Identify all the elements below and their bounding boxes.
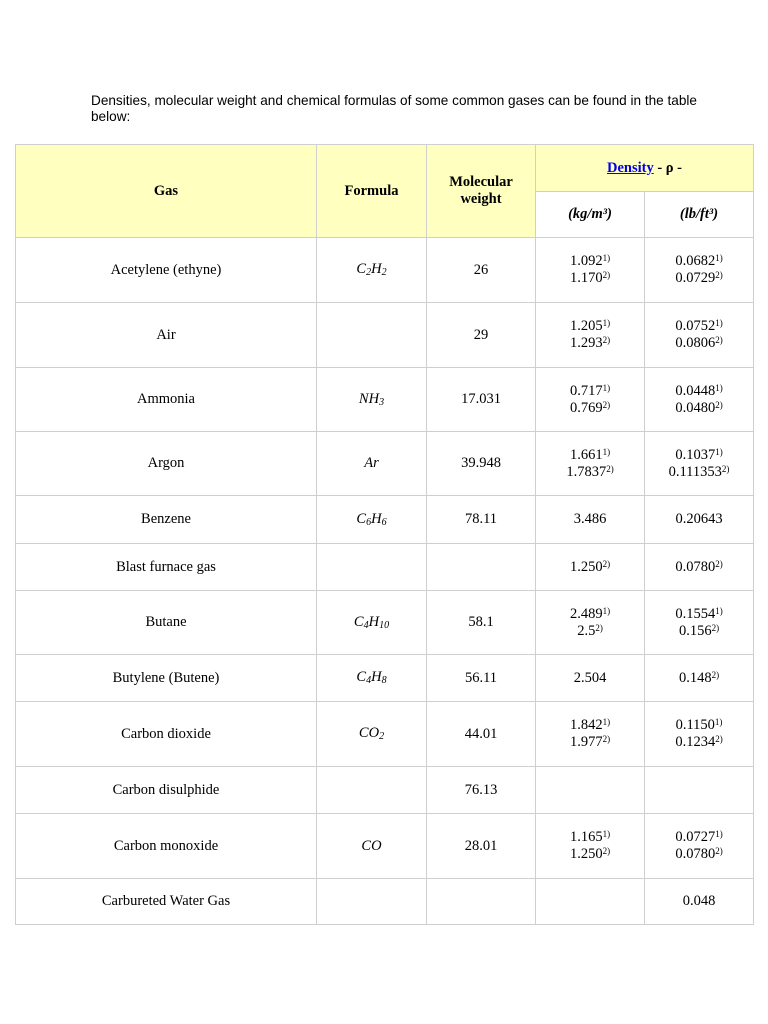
molecular-weight-cell: 26 bbox=[427, 238, 536, 303]
footnote-marker: 1) bbox=[715, 446, 723, 457]
density-kg-cell bbox=[536, 496, 645, 544]
density-value-line bbox=[536, 318, 644, 335]
footnote-marker: 1) bbox=[602, 253, 611, 263]
density-value-line bbox=[645, 511, 753, 528]
density-value-line bbox=[645, 253, 753, 270]
molecular-weight-cell: 28.01 bbox=[427, 814, 536, 879]
formula-cell bbox=[317, 879, 427, 925]
formula-subscript: 8 bbox=[381, 675, 387, 686]
density-value: 1.7837 bbox=[566, 463, 607, 480]
footnote-marker: 2) bbox=[602, 846, 611, 856]
formula-subscript: 6 bbox=[366, 516, 372, 528]
density-value: 0.0729 bbox=[675, 270, 716, 286]
density-lb-cell bbox=[645, 544, 754, 591]
density-value: 1.250 bbox=[569, 846, 603, 862]
density-lb-cell bbox=[645, 368, 754, 432]
table-row bbox=[16, 544, 754, 591]
molecular-weight-cell: 78.11 bbox=[427, 496, 536, 544]
footnote-marker: 1) bbox=[602, 446, 611, 457]
density-value: 0.156 bbox=[678, 622, 712, 639]
molecular-weight-cell bbox=[427, 879, 536, 925]
density-value: 0.1554 bbox=[675, 605, 716, 622]
header-molecular-weight-label: Molecular weight bbox=[449, 174, 513, 207]
density-lb-cell bbox=[645, 496, 754, 544]
density-value: 1.165 bbox=[569, 829, 603, 845]
density-value-line bbox=[645, 318, 753, 335]
formula-subscript: 4 bbox=[363, 619, 369, 631]
density-value: 0.20643 bbox=[675, 511, 723, 527]
footnote-marker: 2) bbox=[602, 335, 611, 345]
density-value-line bbox=[645, 400, 753, 417]
header-formula: Formula bbox=[317, 145, 427, 238]
density-kg-cell bbox=[536, 879, 645, 925]
footnote-marker: 2) bbox=[602, 270, 611, 280]
density-value-line bbox=[645, 464, 753, 481]
density-value-line bbox=[645, 383, 753, 400]
density-value: 1.205 bbox=[569, 318, 603, 334]
gas-name-cell: Carbon dioxide bbox=[16, 702, 317, 767]
footnote-marker: 1) bbox=[715, 253, 723, 263]
table-row bbox=[16, 767, 754, 814]
density-kg-cell bbox=[536, 814, 645, 879]
density-value-line bbox=[536, 464, 644, 481]
footnote-marker: 2) bbox=[602, 399, 611, 410]
density-value: 2.489 bbox=[569, 605, 603, 622]
molecular-weight-cell: 56.11 bbox=[427, 655, 536, 702]
density-value-line bbox=[645, 893, 753, 910]
footnote-marker: 2) bbox=[602, 734, 611, 744]
molecular-weight-cell: 44.01 bbox=[427, 702, 536, 767]
density-value: 0.111353 bbox=[668, 463, 722, 480]
density-value: 1.977 bbox=[569, 734, 603, 750]
formula-cell bbox=[317, 814, 427, 879]
density-kg-cell bbox=[536, 303, 645, 368]
formula-cell bbox=[317, 303, 427, 368]
density-value-line bbox=[645, 846, 753, 863]
table-row bbox=[16, 655, 754, 702]
density-value: 0.148 bbox=[678, 669, 712, 686]
density-kg-cell bbox=[536, 432, 645, 496]
density-value-line bbox=[645, 447, 753, 464]
density-value: 0.0780 bbox=[675, 558, 716, 575]
density-value-line bbox=[645, 623, 753, 640]
density-lb-cell bbox=[645, 879, 754, 925]
gas-name-cell: Carbon monoxide bbox=[16, 814, 317, 879]
formula-cell bbox=[317, 767, 427, 814]
density-lb-cell bbox=[645, 432, 754, 496]
header-gas: Gas bbox=[16, 145, 317, 238]
density-value: 0.0448 bbox=[675, 382, 716, 399]
density-value-line bbox=[536, 383, 644, 400]
footnote-marker: 2) bbox=[715, 558, 723, 569]
density-value: 0.717 bbox=[569, 382, 603, 399]
gas-name-cell: Argon bbox=[16, 432, 317, 496]
density-value-line bbox=[536, 829, 644, 846]
table-row bbox=[16, 432, 754, 496]
density-value-line bbox=[536, 623, 644, 640]
density-kg-cell bbox=[536, 767, 645, 814]
density-kg-cell bbox=[536, 655, 645, 702]
density-value-line bbox=[645, 606, 753, 623]
gas-name-cell: Air bbox=[16, 303, 317, 368]
density-value-line bbox=[536, 447, 644, 464]
table-row bbox=[16, 702, 754, 767]
density-kg-cell bbox=[536, 544, 645, 591]
table-row bbox=[16, 879, 754, 925]
molecular-weight-cell: 17.031 bbox=[427, 368, 536, 432]
density-value: 3.486 bbox=[573, 511, 607, 527]
formula-cell bbox=[317, 496, 427, 544]
formula-cell bbox=[317, 591, 427, 655]
header-unit-kg: (kg/m³) bbox=[536, 192, 645, 238]
gas-name-cell: Butylene (Butene) bbox=[16, 655, 317, 702]
density-value-line bbox=[536, 734, 644, 751]
density-lb-cell bbox=[645, 303, 754, 368]
footnote-marker: 2) bbox=[602, 558, 611, 569]
footnote-marker: 1) bbox=[715, 318, 723, 328]
density-value-line bbox=[645, 717, 753, 734]
gas-properties-table bbox=[15, 144, 754, 925]
table-row bbox=[16, 368, 754, 432]
footnote-marker: 2) bbox=[595, 622, 603, 633]
density-value-line bbox=[536, 670, 644, 687]
formula-part: H bbox=[371, 669, 382, 685]
formula-part: C bbox=[356, 261, 367, 277]
density-lb-cell bbox=[645, 238, 754, 303]
density-value: 0.0682 bbox=[675, 253, 716, 269]
density-value: 1.250 bbox=[569, 558, 603, 575]
density-value: 1.661 bbox=[569, 446, 603, 463]
formula-part: NH bbox=[358, 390, 380, 407]
formula-part: C bbox=[356, 669, 367, 685]
table-row bbox=[16, 496, 754, 544]
density-value: 0.0806 bbox=[675, 335, 716, 351]
formula-subscript: 2 bbox=[381, 267, 387, 278]
formula-subscript: 2 bbox=[366, 267, 372, 278]
header-molecular-weight bbox=[427, 145, 536, 238]
density-symbol: - ρ - bbox=[653, 159, 683, 176]
header-density bbox=[536, 145, 754, 192]
formula-cell bbox=[317, 368, 427, 432]
density-value-line bbox=[645, 670, 753, 687]
footnote-marker: 2) bbox=[715, 734, 723, 744]
formula-subscript: 2 bbox=[379, 731, 385, 742]
footnote-marker: 1) bbox=[602, 382, 611, 393]
formula-part: H bbox=[371, 510, 382, 527]
density-value: 0.769 bbox=[569, 399, 603, 416]
density-kg-cell bbox=[536, 238, 645, 303]
footnote-marker: 2) bbox=[606, 463, 614, 474]
density-value-line bbox=[536, 511, 644, 528]
formula-part: H bbox=[368, 613, 380, 630]
density-value-line bbox=[536, 253, 644, 270]
molecular-weight-cell: 39.948 bbox=[427, 432, 536, 496]
gas-name-cell: Carbureted Water Gas bbox=[16, 879, 317, 925]
density-value-line bbox=[645, 829, 753, 846]
density-value: 0.1150 bbox=[675, 717, 715, 733]
footnote-marker: 1) bbox=[602, 829, 611, 839]
footnote-marker: 2) bbox=[715, 335, 723, 345]
density-value: 1.842 bbox=[569, 717, 603, 733]
formula-cell bbox=[317, 544, 427, 591]
formula-subscript: 3 bbox=[379, 396, 385, 408]
density-lb-cell bbox=[645, 591, 754, 655]
molecular-weight-cell: 58.1 bbox=[427, 591, 536, 655]
formula-subscript: 6 bbox=[381, 516, 387, 528]
footnote-marker: 1) bbox=[602, 318, 611, 328]
gas-name-cell: Carbon disulphide bbox=[16, 767, 317, 814]
density-lb-cell bbox=[645, 702, 754, 767]
density-value-line bbox=[536, 606, 644, 623]
density-value: 0.0727 bbox=[675, 829, 716, 845]
footnote-marker: 1) bbox=[715, 382, 723, 393]
density-value: 0.0480 bbox=[675, 399, 716, 416]
table-row bbox=[16, 303, 754, 368]
formula-part: CO bbox=[361, 837, 382, 854]
footnote-marker: 1) bbox=[715, 829, 723, 839]
formula-cell bbox=[317, 655, 427, 702]
table-row bbox=[16, 238, 754, 303]
density-value-line bbox=[536, 559, 644, 576]
footnote-marker: 1) bbox=[602, 717, 611, 727]
formula-part: C bbox=[353, 613, 364, 630]
density-value-line bbox=[536, 335, 644, 352]
density-value: 0.0752 bbox=[675, 318, 716, 334]
formula-part: H bbox=[371, 261, 382, 277]
gas-name-cell: Butane bbox=[16, 591, 317, 655]
density-value: 2.504 bbox=[573, 669, 607, 686]
formula-cell bbox=[317, 432, 427, 496]
density-kg-cell bbox=[536, 702, 645, 767]
formula-part: CO bbox=[358, 725, 380, 741]
formula-part: Ar bbox=[364, 455, 379, 471]
footnote-marker: 2) bbox=[715, 399, 723, 410]
density-value: 0.1037 bbox=[675, 446, 716, 463]
density-value: 1.092 bbox=[569, 253, 603, 269]
footnote-marker: 2) bbox=[715, 846, 723, 856]
density-value: 0.1234 bbox=[675, 734, 716, 750]
header-unit-lb: (lb/ft³) bbox=[645, 192, 754, 238]
molecular-weight-cell bbox=[427, 544, 536, 591]
density-kg-cell bbox=[536, 591, 645, 655]
density-value-line bbox=[536, 270, 644, 287]
density-value: 0.0780 bbox=[675, 846, 716, 862]
gas-name-cell: Blast furnace gas bbox=[16, 544, 317, 591]
footnote-marker: 1) bbox=[714, 717, 723, 727]
formula-cell bbox=[317, 238, 427, 303]
density-lb-cell bbox=[645, 767, 754, 814]
density-lb-cell bbox=[645, 655, 754, 702]
footnote-marker: 1) bbox=[715, 605, 723, 616]
footnote-marker: 2) bbox=[721, 463, 730, 474]
footnote-marker: 2) bbox=[715, 270, 723, 280]
density-link[interactable]: Density bbox=[606, 159, 654, 176]
density-value-line bbox=[536, 400, 644, 417]
formula-subscript: 4 bbox=[366, 675, 372, 686]
density-value-line bbox=[536, 717, 644, 734]
footnote-marker: 2) bbox=[711, 622, 720, 633]
density-value-line bbox=[645, 335, 753, 352]
gas-name-cell: Acetylene (ethyne) bbox=[16, 238, 317, 303]
density-kg-cell bbox=[536, 368, 645, 432]
intro-text: Densities, molecular weight and chemical formulas of some common gases can be found in the table below: bbox=[91, 93, 697, 124]
density-value: 0.048 bbox=[682, 893, 716, 909]
table-row bbox=[16, 591, 754, 655]
molecular-weight-cell: 29 bbox=[427, 303, 536, 368]
density-value: 2.5 bbox=[577, 622, 596, 639]
density-value-line bbox=[645, 734, 753, 751]
gas-name-cell: Benzene bbox=[16, 496, 317, 544]
density-value: 1.293 bbox=[569, 335, 603, 351]
formula-subscript: 10 bbox=[379, 619, 390, 631]
molecular-weight-cell: 76.13 bbox=[427, 767, 536, 814]
formula-cell bbox=[317, 702, 427, 767]
formula-part: C bbox=[356, 510, 367, 527]
footnote-marker: 1) bbox=[602, 605, 611, 616]
density-value-line bbox=[645, 270, 753, 287]
density-value-line bbox=[536, 846, 644, 863]
footnote-marker: 2) bbox=[711, 669, 720, 680]
density-lb-cell bbox=[645, 814, 754, 879]
table-row bbox=[16, 814, 754, 879]
density-value: 1.170 bbox=[569, 270, 603, 286]
gas-name-cell: Ammonia bbox=[16, 368, 317, 432]
density-value-line bbox=[645, 559, 753, 576]
